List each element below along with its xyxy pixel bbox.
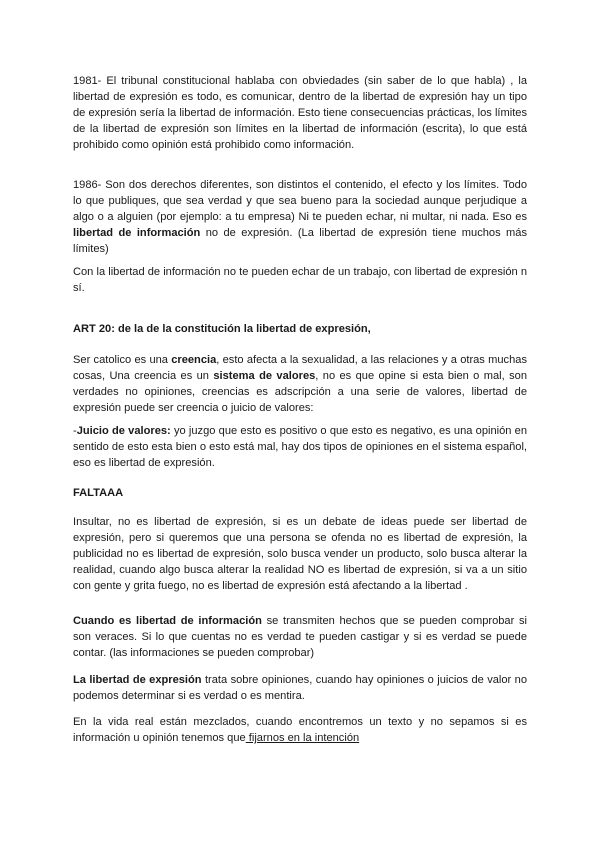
paragraph-1986-text-a: 1986- Son dos derechos diferentes, son distintos el contenido, el efecto y los límites. Todo lo que publiques, que sea verdad y que sea bueno para la sociedad aunque perjudique a algo o a alguien (por ejemplo: a tu empresa) Ni te pueden echar, ni multar, ni nada. Eso es — [73, 179, 527, 223]
bold-libertad-informacion: libertad de información — [73, 227, 201, 239]
paragraph-creencia-text-c: , no es que opine si esta bien o mal, son verdades no opiniones, creencias es adscripción a una serie de valores, libertad de expresión puede ser creencia o juicio de valores: — [73, 370, 527, 414]
paragraph-informacion-text: se transmiten hechos que se pueden comprobar si son veraces. Si lo que cuentas no es verdad te pueden castigar y si es verdad se puede contar. (las informaciones se pueden comprobar) — [73, 615, 527, 659]
paragraph-creencia-text-a: Ser catolico es una — [73, 354, 172, 366]
paragraph-vida-real-text: En la vida real están mezclados, cuando encontremos un texto y no sepamos si es información u opinión tenemos que — [73, 716, 527, 744]
heading-art20: ART 20: de la de la constitución la libertad de expresión, — [73, 323, 371, 335]
paragraph-creencia-text-b: , esto afecta a la sexualidad, a las relaciones y a otras muchas cosas, Una creencia es un — [73, 354, 527, 382]
paragraph-creencia — [73, 352, 527, 416]
paragraph-1986-text-b: no de expresión. (La libertad de expresión tiene muchos más límites) — [73, 227, 528, 255]
heading-faltaaa: FALTAAA — [73, 487, 124, 499]
bold-creencia: creencia — [171, 354, 217, 366]
bold-cuando-informacion: Cuando es libertad de información — [73, 615, 262, 627]
underlined-intencion: fijarnos en la intención — [245, 732, 360, 744]
paragraph-1981: 1981- El tribunal constitucional hablaba con obviedades (sin saber de lo que habla) , la libertad de expresión es todo, es comunicar, dentro de la libertad de expresión hay un tipo de expresión sería la libertad de información. Esto tiene consecuencias prácticas, los límites de la libertad de expresión son límites en la libertad de información (escrita), lo que está prohibido como opinión está prohibido como información. — [73, 75, 527, 151]
paragraph-insultar: Insultar, no es libertad de expresión, si es un debate de ideas puede ser libertad de expresión, pero si queremos que una persona se ofenda no es libertad de expresión, la publicidad no es libertad de expresión, solo busca vender un producto, solo busca alterar la realidad, cuando algo busca alterar la realidad NO es libertad de expresión, si va a un sitio con gente y grita fuego, no es libertad de expresión está afectando a la libertad . — [73, 516, 527, 592]
paragraph-trabajo: Con la libertad de información no te pueden echar de un trabajo, con libertad de expresión n sí. — [73, 266, 527, 294]
paragraph-libertad-informacion — [73, 613, 527, 661]
bold-juicio-valores: Juicio de valores: — [76, 425, 171, 437]
paragraph-juicio-dash: - — [73, 425, 77, 437]
paragraph-1986 — [73, 177, 527, 257]
paragraph-vida-real — [73, 714, 527, 746]
paragraph-juicio-valores — [73, 423, 527, 471]
paragraph-juicio-text: yo juzgo que esto es positivo o que esto es negativo, es una opinión en sentido de esto esta bien o esto está mal, hay dos tipos de opiniones en el sistema español, eso es libertad de expresión. — [73, 425, 528, 469]
paragraph-expresion-text: trata sobre opiniones, cuando hay opiniones o juicios de valor no podemos determinar si es verdad o es mentira. — [73, 674, 527, 702]
paragraph-libertad-expresion — [73, 672, 527, 704]
bold-sistema-valores: sistema de valores — [213, 370, 316, 382]
bold-libertad-expresion: La libertad de expresión — [73, 674, 202, 686]
